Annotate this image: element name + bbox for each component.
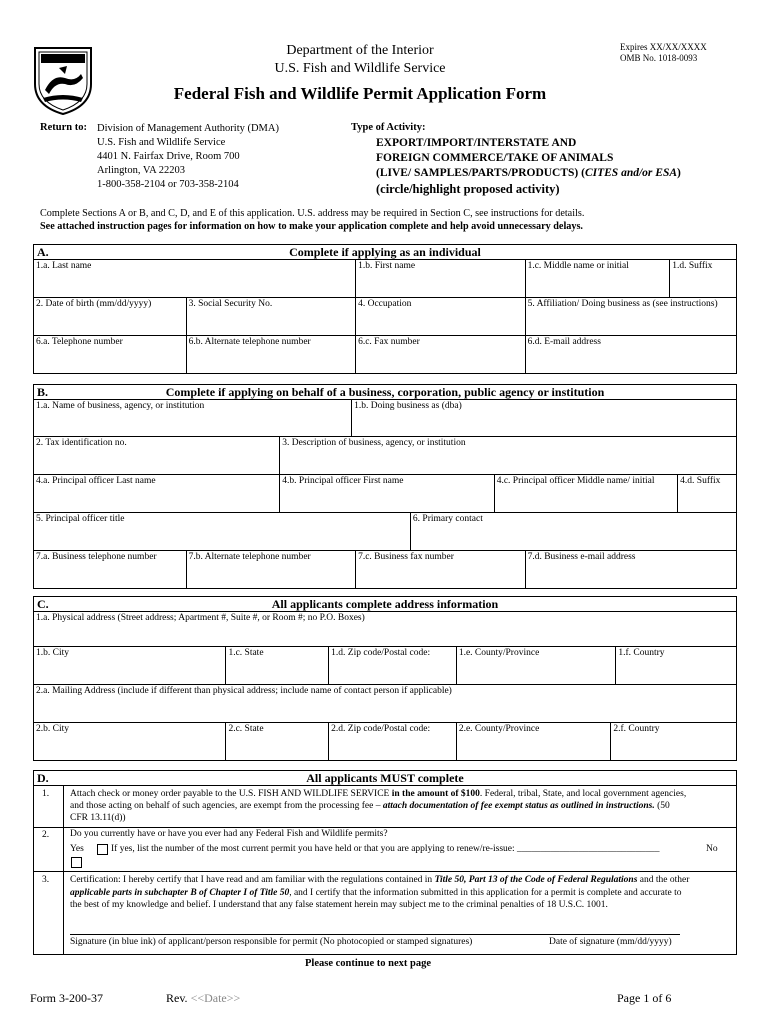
date-of-birth-field[interactable]: 2. Date of birth (mm/dd/yyyy) xyxy=(34,298,187,335)
section-a-header: A. Complete if applying as an individual xyxy=(34,245,736,260)
business-alt-telephone-field[interactable]: 7.b. Alternate telephone number xyxy=(187,551,357,588)
activity-line: FOREIGN COMMERCE/TAKE OF ANIMALS xyxy=(376,152,614,164)
business-email-field[interactable]: 7.d. Business e-mail address xyxy=(527,552,636,562)
fws-seal-logo xyxy=(31,44,95,116)
business-fax-field[interactable]: 7.c. Business fax number xyxy=(356,551,526,588)
zip-field[interactable]: 1.d. Zip code/Postal code: xyxy=(329,647,457,684)
service-name: U.S. Fish and Wildlife Service xyxy=(274,61,446,76)
officer-last-name-field[interactable]: 4.a. Principal officer Last name xyxy=(34,475,280,512)
physical-address-field[interactable]: 1.a. Physical address (Street address; Apartment #, Suite #, or Room #; no P.O. Boxes) xyxy=(36,613,365,623)
middle-name-field[interactable]: 1.c. Middle name or initial xyxy=(526,260,671,297)
no-checkbox[interactable] xyxy=(71,857,82,868)
last-name-field[interactable]: 1.a. Last name xyxy=(34,260,356,297)
intro-line-2: See attached instruction pages for information on how to make your application complete and help avoid unnecessary delays. xyxy=(40,221,583,232)
signature-label: Signature (in blue ink) of applicant/person responsible for permit (No photocopied or stamped signatures) xyxy=(70,937,473,947)
email-field[interactable]: 6.d. E-mail address xyxy=(527,337,601,347)
address-line: Division of Management Authority (DMA) xyxy=(97,123,279,134)
address-line: Arlington, VA 22203 xyxy=(97,165,185,176)
address-line: U.S. Fish and Wildlife Service xyxy=(97,137,226,148)
continue-note: Please continue to next page xyxy=(305,958,431,969)
primary-contact-field[interactable]: 6. Primary contact xyxy=(412,514,483,524)
address-line: 1-800-358-2104 or 703-358-2104 xyxy=(97,179,239,190)
section-a xyxy=(33,244,737,374)
occupation-field[interactable]: 4. Occupation xyxy=(356,298,526,335)
telephone-field[interactable]: 6.a. Telephone number xyxy=(34,336,187,373)
country-field[interactable]: 1.f. Country xyxy=(618,648,665,658)
mailing-state-field[interactable]: 2.c. State xyxy=(226,723,329,760)
item-2-number: 2. xyxy=(42,830,50,840)
officer-title-field[interactable]: 5. Principal officer title xyxy=(34,513,411,550)
yes-label: Yes xyxy=(70,844,84,854)
form-number: Form 3-200-37 xyxy=(30,991,103,1005)
section-d-header: D. All applicants MUST complete xyxy=(34,771,736,786)
omb-number: OMB No. 1018-0093 xyxy=(620,53,698,63)
expiration-date: Expires XX/XX/XXXX xyxy=(620,42,707,52)
city-field[interactable]: 1.b. City xyxy=(34,647,226,684)
section-c xyxy=(33,596,737,761)
activity-label: Type of Activity: xyxy=(351,122,426,133)
section-b xyxy=(33,384,737,589)
permit-number-prompt[interactable]: If yes, list the number of the most current permit you have held or that you are applying to renew/re-issue: ______________________________ xyxy=(111,844,660,854)
first-name-field[interactable]: 1.b. First name xyxy=(356,260,526,297)
activity-options[interactable] xyxy=(376,136,681,181)
permit-question: Do you currently have or have you ever had any Federal Fish and Wildlife permits? xyxy=(70,829,388,839)
yes-checkbox[interactable] xyxy=(97,844,108,855)
mailing-city-field[interactable]: 2.b. City xyxy=(34,723,226,760)
state-field[interactable]: 1.c. State xyxy=(226,647,329,684)
department-name: Department of the Interior xyxy=(286,43,434,58)
affiliation-field[interactable]: 5. Affiliation/ Doing business as (see instructions) xyxy=(527,299,718,309)
mailing-address-field[interactable]: 2.a. Mailing Address (include if different than physical address; include name of contact person if applicable) xyxy=(36,686,452,696)
mailing-county-field[interactable]: 2.e. County/Province xyxy=(457,723,612,760)
page-number: Page 1 of 6 xyxy=(617,991,672,1005)
activity-instruction: (circle/highlight proposed activity) xyxy=(376,182,560,196)
dba-field[interactable]: 1.b. Doing business as (dba) xyxy=(354,401,462,411)
return-address xyxy=(97,122,279,192)
county-field[interactable]: 1.e. County/Province xyxy=(457,647,617,684)
mailing-zip-field[interactable]: 2.d. Zip code/Postal code: xyxy=(329,723,457,760)
fax-field[interactable]: 6.c. Fax number xyxy=(356,336,526,373)
officer-first-name-field[interactable]: 4.b. Principal officer First name xyxy=(280,475,494,512)
revision: Rev. <<Date>> xyxy=(166,991,241,1005)
form-title: Federal Fish and Wildlife Permit Application Form xyxy=(173,84,547,103)
fee-instruction: Attach check or money order payable to the U.S. FISH AND WILDLIFE SERVICE in the amount of $100. Federal, tribal, State, and local government agencies, and those acting on behalf of such agencies, are exempt from the processing fee – attach documentation of fee exempt status as outlined in instructions. (50 CFR 13.11(d)) xyxy=(70,789,687,823)
officer-suffix-field[interactable]: 4.d. Suffix xyxy=(680,476,721,486)
activity-line: EXPORT/IMPORT/INTERSTATE AND xyxy=(376,137,577,149)
alt-telephone-field[interactable]: 6.b. Alternate telephone number xyxy=(187,336,357,373)
mailing-country-field[interactable]: 2.f. Country xyxy=(613,724,660,734)
section-c-header: C. All applicants complete address information xyxy=(34,597,736,612)
business-description-field[interactable]: 3. Description of business, agency, or institution xyxy=(282,438,466,448)
signature-date-label: Date of signature (mm/dd/yyyy) xyxy=(549,937,672,947)
section-b-header: B. Complete if applying on behalf of a business, corporation, public agency or institution xyxy=(34,385,736,400)
certification-text: Certification: I hereby certify that I have read and am familiar with the regulations contained in Title 50, Part 13 of the Code of Federal Regulations and the other applicable parts in subchapter B of Chapter I of Title 50, and I certify that the information submitted in this application for a permit is complete and accurate to the best of my knowledge and belief. I understand that any false statement herein may subject me to the criminal penalties of 18 U.S.C. 1001. xyxy=(70,875,690,910)
ssn-field[interactable]: 3. Social Security No. xyxy=(187,298,357,335)
suffix-field[interactable]: 1.d. Suffix xyxy=(672,261,713,271)
section-d xyxy=(33,770,737,955)
business-telephone-field[interactable]: 7.a. Business telephone number xyxy=(34,551,187,588)
item-3-number: 3. xyxy=(42,875,50,885)
activity-line: (LIVE/ SAMPLES/PARTS/PRODUCTS) (CITES and/or ESA) xyxy=(376,167,681,179)
no-label: No xyxy=(706,844,718,854)
item-1-number: 1. xyxy=(42,789,50,799)
tax-id-field[interactable]: 2. Tax identification no. xyxy=(34,437,280,474)
intro-line-1: Complete Sections A or B, and C, D, and E of this application. U.S. address may be required in Section C, see instructions for details. xyxy=(40,208,585,219)
return-to-label: Return to: xyxy=(40,122,87,133)
officer-middle-name-field[interactable]: 4.c. Principal officer Middle name/ initial xyxy=(495,475,678,512)
business-name-field[interactable]: 1.a. Name of business, agency, or institution xyxy=(34,400,352,436)
signature-line[interactable] xyxy=(70,934,680,935)
address-line: 4401 N. Fairfax Drive, Room 700 xyxy=(97,151,240,162)
